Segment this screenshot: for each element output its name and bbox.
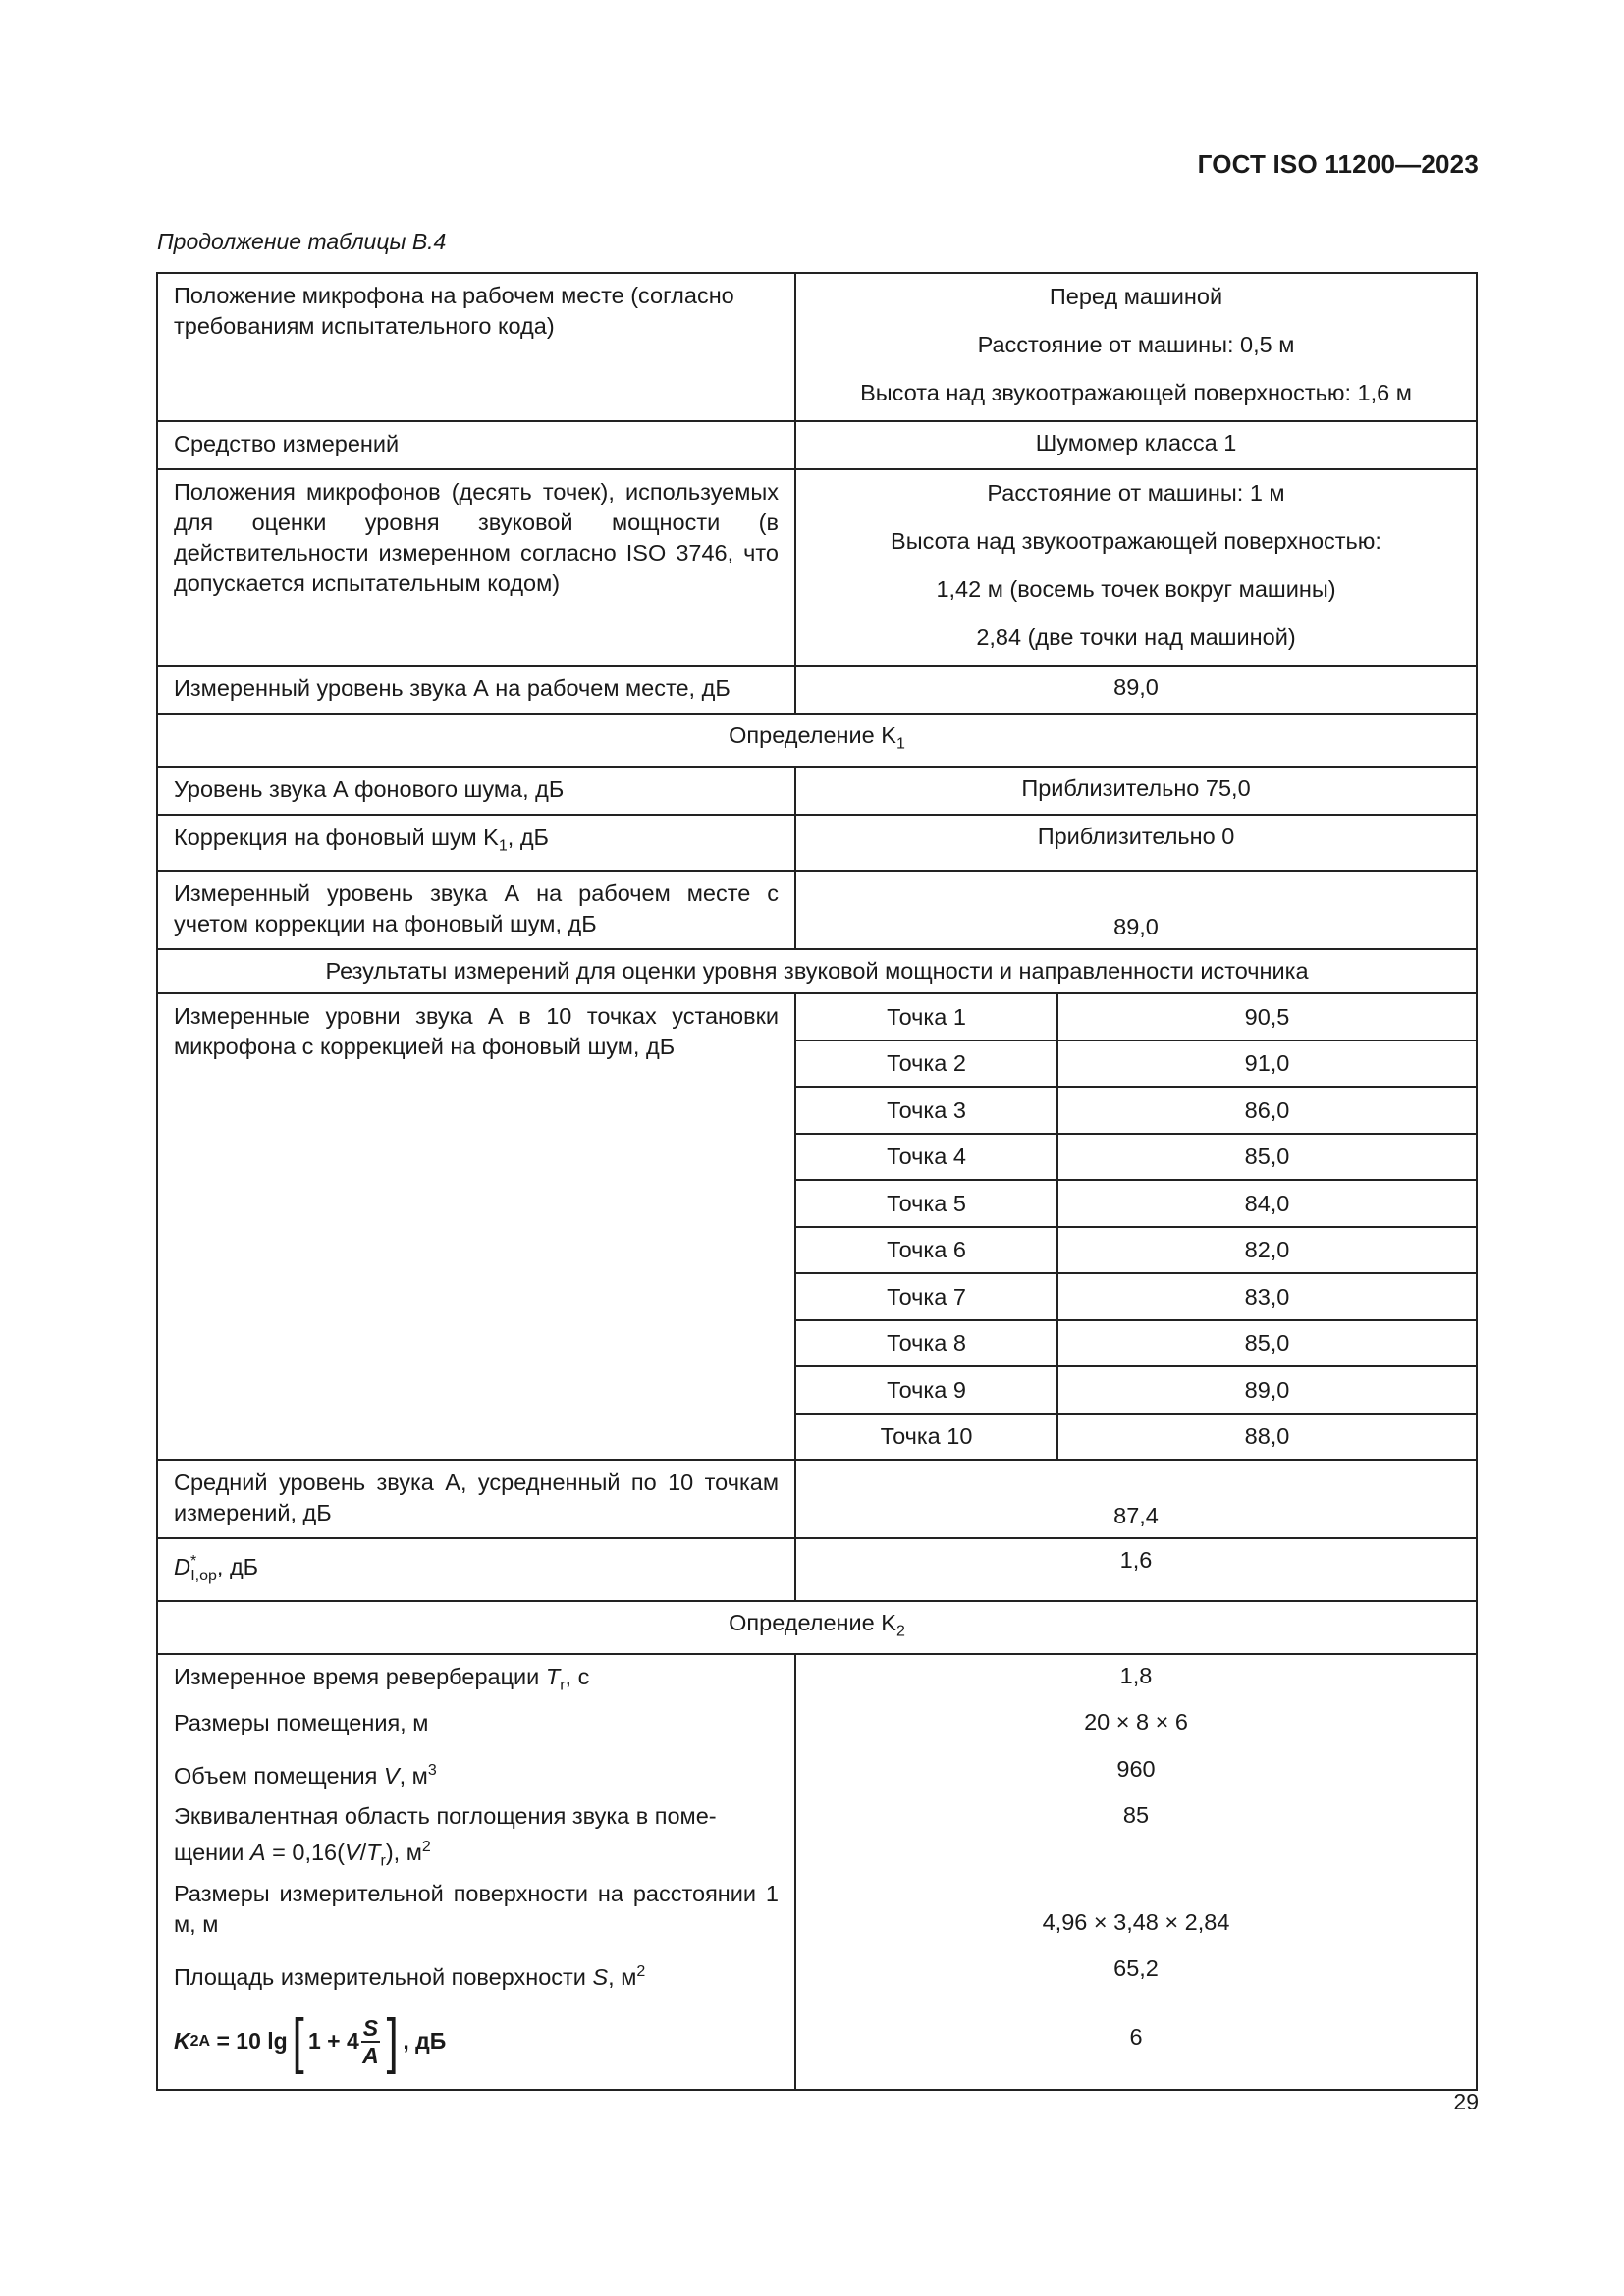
k2-formula	[174, 2003, 779, 2080]
k2-heading-sub: 2	[895, 1623, 905, 1640]
value-line: Перед машиной	[1049, 284, 1223, 309]
label-var: T	[545, 1663, 561, 1689]
k1-section-heading	[157, 714, 1477, 767]
background-correction-label	[157, 815, 795, 872]
point-value: 85,0	[1057, 1134, 1476, 1181]
point-row	[796, 1414, 1476, 1460]
table-row	[157, 469, 1477, 666]
fraction-numerator: S	[362, 2014, 379, 2041]
formula-result: 6	[1129, 2023, 1143, 2050]
value-line: Высота над звукоотражающей поверхностью:	[891, 528, 1381, 554]
table-row	[157, 421, 1477, 469]
room-volume-value: 960	[1116, 1755, 1156, 1782]
absorption-label	[174, 1801, 779, 1879]
label-text: Площадь измерительной поверхности	[174, 1963, 593, 1990]
table-row	[157, 666, 1477, 714]
results-section-heading: Результаты измерений для оценки уровня звуковой мощности и направленности источника	[157, 949, 1477, 993]
k1-heading-sub: 1	[895, 735, 905, 753]
reverb-label	[174, 1662, 779, 1709]
table-row	[157, 767, 1477, 815]
label-text: = 0,16(	[265, 1839, 345, 1865]
left-bracket: [	[292, 2006, 304, 2075]
point-row	[796, 1134, 1476, 1181]
point-row	[796, 1273, 1476, 1320]
label-sup: *	[189, 1553, 197, 1571]
value-line: Расстояние от машины: 1 м	[987, 480, 1285, 506]
formula-lhs: K	[174, 2028, 190, 2055]
points-subtable	[796, 994, 1476, 1459]
label-sup: 2	[421, 1839, 431, 1856]
surface-dims-label: Размеры измерительной поверхности на расстоянии 1 м, м	[174, 1881, 779, 1938]
table-row	[157, 815, 1477, 872]
label-var: V	[383, 1762, 400, 1789]
formula-lhs-sub: 2A	[189, 2033, 211, 2051]
label-sub: I,op	[190, 1567, 217, 1584]
point-name: Точка 3	[796, 1087, 1057, 1134]
label-text: , с	[565, 1663, 590, 1689]
surface-dims-value: 4,96 × 3,48 × 2,84	[1042, 1909, 1230, 1936]
surface-area-label	[174, 1956, 779, 2003]
results-table	[156, 272, 1478, 2091]
value-line: 1,42 м (восемь точек вокруг машины)	[936, 576, 1336, 602]
absorption-value: 85	[1122, 1802, 1150, 1829]
label-sup: 2	[636, 1963, 646, 1981]
formula-value	[806, 2001, 1466, 2077]
table-row	[157, 1654, 1477, 2090]
instrument-label: Средство измерений	[157, 421, 795, 469]
label-text: Коррекция на фоновый шум K	[174, 824, 499, 850]
surface-area-value: 65,2	[1113, 1955, 1159, 1982]
formula-eq: = 10 lg	[216, 2028, 288, 2055]
point-row	[796, 1041, 1476, 1088]
point-value: 82,0	[1057, 1227, 1476, 1274]
value-line: 2,84 (две точки над машиной)	[976, 624, 1296, 650]
label-text: Измеренное время реверберации	[174, 1663, 546, 1689]
formula-expression	[174, 2006, 447, 2075]
k2-labels	[157, 1654, 795, 2090]
value-line: Расстояние от машины: 0,5 м	[977, 332, 1295, 357]
point-name: Точка 2	[796, 1041, 1057, 1088]
directivity-label	[157, 1538, 795, 1601]
point-value: 88,0	[1244, 1423, 1290, 1450]
label-var: T	[366, 1839, 381, 1865]
point-value: 89,0	[1057, 1366, 1476, 1414]
fraction-denominator: A	[362, 2042, 379, 2068]
average-level-value: 87,4	[795, 1460, 1477, 1538]
table-row	[157, 1601, 1477, 1654]
label-sub: 1	[498, 837, 508, 855]
corrected-level-value: 89,0	[795, 871, 1477, 949]
formula-fraction	[361, 2015, 380, 2068]
table-row	[157, 273, 1477, 421]
formula-unit: , дБ	[403, 2028, 447, 2055]
point-value: 85,0	[1057, 1320, 1476, 1367]
point-name: Точка 9	[796, 1366, 1057, 1414]
point-name: Точка 5	[796, 1180, 1057, 1227]
point-row	[796, 1180, 1476, 1227]
label-text: Объем помещения	[174, 1762, 384, 1789]
reverb-value: 1,8	[1119, 1662, 1153, 1688]
point-value: 86,0	[1057, 1087, 1476, 1134]
label-sub: r	[380, 1852, 386, 1870]
point-row	[796, 1320, 1476, 1367]
label-text: щении	[174, 1839, 250, 1865]
point-value: 90,5	[1057, 994, 1476, 1041]
points-values	[795, 993, 1477, 1460]
label-text: , м	[399, 1762, 428, 1789]
table-row	[157, 993, 1477, 1460]
k2-values	[795, 1654, 1477, 2090]
table-row	[157, 1538, 1477, 1601]
table-row	[157, 871, 1477, 949]
k2-section-heading	[157, 1601, 1477, 1654]
room-volume-label	[174, 1755, 779, 1802]
table-row	[157, 949, 1477, 993]
background-correction-value: Приблизительно 0	[795, 815, 1477, 872]
average-level-label: Средний уровень звука А, усредненный по 10 точкам измерений, дБ	[157, 1460, 795, 1538]
label-var: V	[344, 1839, 360, 1865]
label-sup: 3	[427, 1761, 437, 1779]
label-text: , дБ	[216, 1554, 259, 1580]
directivity-value: 1,6	[795, 1538, 1477, 1601]
room-size-value: 20 × 8 × 6	[1084, 1709, 1188, 1735]
label-text: Эквивалентная область поглощения звука в поме-	[174, 1803, 717, 1830]
label-text: , м	[608, 1963, 637, 1990]
point-name: Точка 1	[796, 994, 1057, 1041]
background-level-value: Приблизительно 75,0	[795, 767, 1477, 815]
point-name: Точка 8	[796, 1320, 1057, 1367]
point-name: Точка 4	[796, 1134, 1057, 1181]
measured-level-value: 89,0	[795, 666, 1477, 714]
room-size-label: Размеры помещения, м	[174, 1710, 429, 1736]
label-text: /	[359, 1839, 367, 1865]
page-number: 29	[1453, 2089, 1479, 2114]
measured-level-label: Измеренный уровень звука А на рабочем месте, дБ	[157, 666, 795, 714]
point-row	[796, 1227, 1476, 1274]
label-var: A	[249, 1839, 266, 1865]
point-row	[796, 1087, 1476, 1134]
point-name: Точка 10	[796, 1414, 1057, 1460]
instrument-value: Шумомер класса 1	[795, 421, 1477, 469]
mic-position-label: Положение микрофона на рабочем месте (согласно требованиям испытательного кода)	[157, 273, 795, 421]
point-name: Точка 7	[796, 1273, 1057, 1320]
point-row	[796, 994, 1476, 1041]
label-var: S	[592, 1963, 609, 1990]
point-value: 91,0	[1057, 1041, 1476, 1088]
mic-positions-ten-label: Положения микрофонов (десять точек), используемых для оценки уровня звуковой мощности (в действительности измеренном согласно ISO 3746, что допускается испытательным кодом)	[157, 469, 795, 666]
mic-position-values	[795, 273, 1477, 421]
label-sub: r	[560, 1677, 566, 1694]
point-value: 83,0	[1057, 1273, 1476, 1320]
background-level-label: Уровень звука А фонового шума, дБ	[157, 767, 795, 815]
table-row	[157, 1460, 1477, 1538]
label-text: , дБ	[507, 824, 549, 850]
label-text: ), м	[385, 1839, 422, 1865]
mic-positions-ten-values	[795, 469, 1477, 666]
point-row	[796, 1366, 1476, 1414]
table-row	[157, 714, 1477, 767]
table-caption: Продолжение таблицы В.4	[157, 229, 447, 254]
label-var: D	[174, 1554, 190, 1580]
k2-heading-text: Определение K	[729, 1609, 896, 1635]
right-bracket: ]	[386, 2006, 399, 2075]
point-value: 84,0	[1057, 1180, 1476, 1227]
points-label: Измеренные уровни звука А в 10 точках установки микрофона с коррекцией на фоновый шум, дБ	[157, 993, 795, 1460]
formula-term: 1 + 4	[307, 2028, 359, 2055]
point-name: Точка 6	[796, 1227, 1057, 1274]
document-standard-header: ГОСТ ISO 11200—2023	[1197, 149, 1479, 179]
corrected-level-label: Измеренный уровень звука А на рабочем месте с учетом коррекции на фоновый шум, дБ	[157, 871, 795, 949]
value-line: Высота над звукоотражающей поверхностью: 1,6 м	[860, 380, 1412, 405]
k1-heading-text: Определение K	[729, 722, 896, 748]
